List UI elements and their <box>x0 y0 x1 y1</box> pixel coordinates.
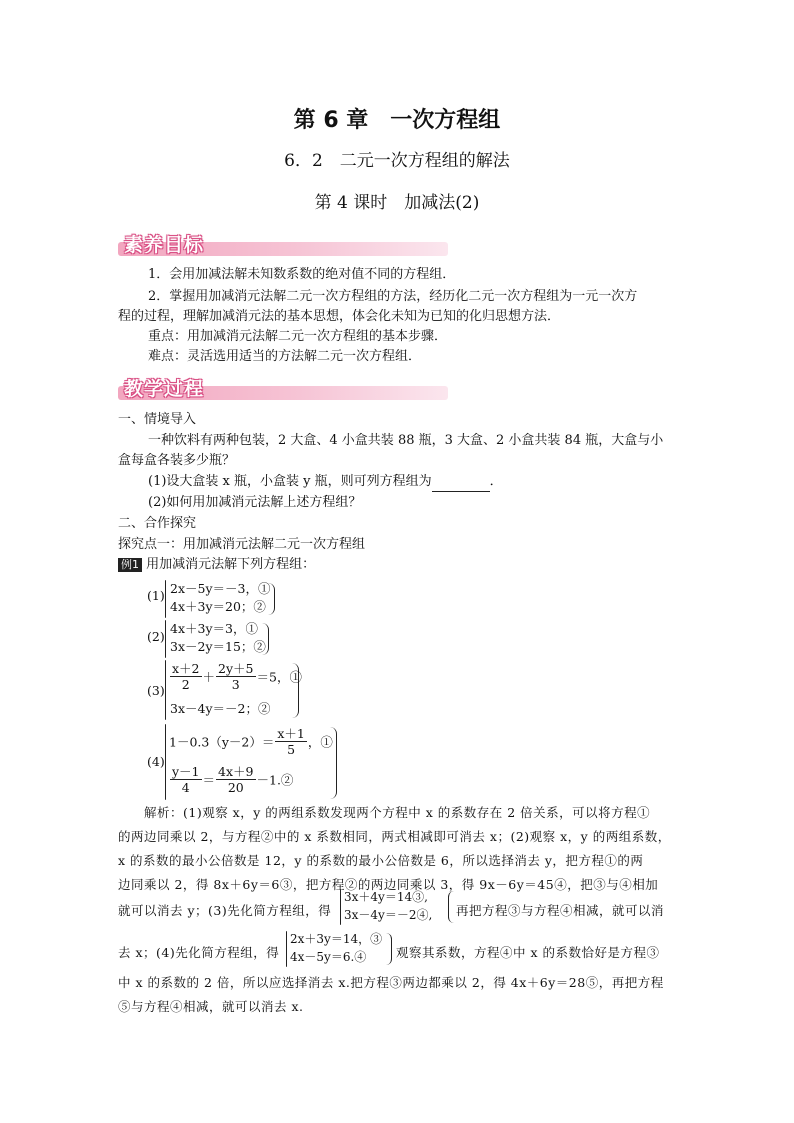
system-4-frac-3 <box>216 764 255 795</box>
example-1-prompt <box>118 555 315 575</box>
equals-sign: ＝ <box>202 772 216 788</box>
solution-system-2-eq-2: 4x－5y＝6.④ <box>290 950 367 964</box>
plus-sign: ＋ <box>202 669 216 685</box>
solution-line-1: 解析：(1)观察 x，y 的两组系数发现两个方程中 x 的系数存在 2 倍关系，可以将方程① <box>144 805 651 820</box>
solution-line-3: x 的系数的最小公倍数是 12，y 的系数的最小公倍数是 6，所以选择消去 y，把方程①的两 <box>118 853 644 868</box>
solution-line-6-start: 去 x；(4)先化简方程组，得 <box>118 945 280 960</box>
system-4-lhs: 1－0.3（y－2）＝ <box>169 734 275 750</box>
solution-line-2: 的两边同乘以 2，与方程②中的 x 系数相同，两式相减即可消去 x；(2)观察 x，y 的两组系数， <box>118 829 671 844</box>
system-4-frac-1 <box>275 726 307 757</box>
system-3-label: (3) <box>147 683 165 698</box>
process-banner <box>118 374 448 400</box>
system-1-eq-2: 4x＋3y＝20；② <box>170 599 266 614</box>
goal-1: 1．会用加减法解未知数系数的绝对值不同的方程组． <box>148 267 456 282</box>
system-2-label: (2) <box>147 629 165 644</box>
lesson-title: 第 4 课时 加减法(2) <box>314 193 480 213</box>
solution-system-2-eq-1: 2x＋3y＝14，③ <box>290 932 383 946</box>
system-4-tail: －1.② <box>256 772 294 788</box>
example-prompt-text: 用加减消元法解下列方程组： <box>146 557 316 572</box>
explore-point-1: 探究点一：用加减消元法解二元一次方程组 <box>118 537 366 552</box>
frac-numerator: y－1 <box>172 764 200 779</box>
frac-numerator: x＋2 <box>172 661 200 676</box>
system-4-eq-2 <box>169 764 293 795</box>
solution-system-2-brace <box>286 931 287 967</box>
solution-system-1-eq-2: 3x－4y＝－2④, <box>344 908 433 922</box>
system-2-eq-2: 3x－2y＝15；② <box>170 639 266 654</box>
system-4-eq-1 <box>169 726 333 757</box>
scenario-line-1: 一种饮料有两种包装，2 大盒、4 小盒共装 88 瓶，3 大盒、2 小盒共装 84 瓶，大盒与小 <box>148 433 664 448</box>
section-title: 6．2 二元一次方程组的解法 <box>284 151 510 171</box>
solution-line-5-end: 再把方程③与方程④相减，就可以消 <box>456 903 665 918</box>
frac-denominator: 3 <box>231 677 240 692</box>
section-1-title: 一、情境导入 <box>118 412 197 427</box>
system-3-eq-1 <box>169 661 302 692</box>
frac-denominator: 4 <box>181 780 190 795</box>
key-point: 重点：用加减消元法解二元一次方程组的基本步骤． <box>148 329 448 344</box>
system-3-frac-2 <box>216 661 255 692</box>
question-1 <box>148 472 503 492</box>
frac-numerator: 2y＋5 <box>218 661 254 676</box>
scenario-line-2: 盒每盒各装多少瓶？ <box>118 453 236 468</box>
system-4-mark-1: ，① <box>307 734 333 750</box>
solution-system-1-brace <box>340 889 341 925</box>
system-1-eq-1: 2x－5y＝－3，① <box>170 581 271 596</box>
difficult-point: 难点：灵活选用适当的方法解二元一次方程组． <box>148 349 422 364</box>
solution-line-7: 中 x 的系数的 2 倍，所以应选择消去 x.把方程③两边都乘以 2，得 4x＋6y＝28⑤，再把方程 <box>118 975 664 990</box>
system-3-brace <box>165 660 166 720</box>
question-1-end: ． <box>489 474 503 489</box>
frac-numerator: x＋1 <box>277 726 305 741</box>
solution-line-5-start: 就可以消去 y；(3)先化简方程组，得 <box>118 903 332 918</box>
goals-banner <box>118 230 448 256</box>
system-3-rhs: ＝5，① <box>256 669 302 685</box>
frac-denominator: 5 <box>287 742 296 757</box>
system-4-frac-2 <box>170 764 202 795</box>
process-banner-label: 教学过程 <box>124 378 205 400</box>
example-badge: 例1 <box>118 558 142 572</box>
chapter-title: 第 6 章 一次方程组 <box>293 108 501 133</box>
solution-system-2-right-bracket <box>386 933 392 965</box>
system-4-label: (4) <box>147 754 165 769</box>
system-4-brace <box>165 724 166 800</box>
answer-blank <box>432 478 490 492</box>
system-2-eq-1: 4x＋3y＝3，① <box>170 621 258 636</box>
section-2-title: 二、合作探究 <box>118 516 197 531</box>
frac-denominator: 20 <box>227 780 244 795</box>
solution-line-4: 边同乘以 2，得 8x＋6y＝6③，把方程②的两边同乘以 3，得 9x－6y＝45④，把③与④相加 <box>118 877 659 892</box>
solution-line-8: ⑤与方程④相减，就可以消去 x. <box>118 999 304 1014</box>
goals-banner-label: 素养目标 <box>124 234 205 256</box>
question-2: (2)如何用加减消元法解上述方程组？ <box>148 495 362 510</box>
system-1-brace <box>165 580 166 618</box>
system-3-eq-2: 3x－4y＝－2；② <box>170 701 271 716</box>
system-3-frac-1 <box>170 661 202 692</box>
solution-line-6-end: 观察其系数，方程④中 x 的系数恰好是方程③ <box>396 945 660 960</box>
question-1-text: (1)设大盒装 x 瓶，小盒装 y 瓶，则可列方程组为 <box>148 474 432 489</box>
solution-system-1-eq-1: 3x＋4y＝14③, <box>344 890 428 904</box>
goal-2-line-2: 程的过程，理解加减消元法的基本思想，体会化未知为已知的化归思想方法． <box>118 309 561 324</box>
system-2-brace <box>165 620 166 658</box>
frac-numerator: 4x＋9 <box>218 764 254 779</box>
system-1-label: (1) <box>147 588 165 603</box>
solution-system-1-bar <box>448 891 454 923</box>
goal-2-line-1: 2．掌握用加减消元法解二元一次方程组的方法，经历化二元一次方程组为一元一次方 <box>148 289 638 304</box>
frac-denominator: 2 <box>181 677 190 692</box>
